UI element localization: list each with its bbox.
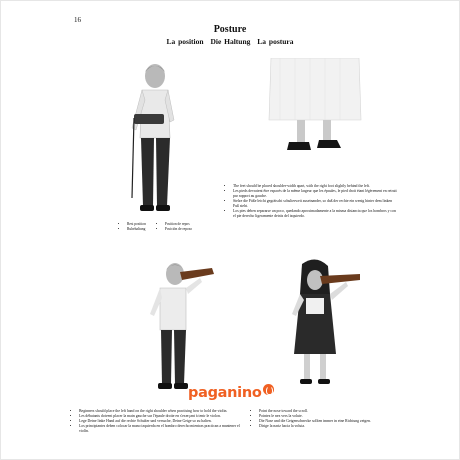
photo-boy-rest-position <box>120 58 190 218</box>
left-note-german: • Lege Deine linke Hand auf die rechte Schulter und versuche, Deine Geige so zu halten. <box>79 419 250 424</box>
left-note-spanish: • Los principiantes deben colocar la mano izquierda en el hombro derecho mientras practican a mantener el violín. <box>79 424 250 434</box>
photo-girl-playing-violin <box>276 258 366 398</box>
rest-caption-german: • Ruhehaltung <box>127 227 146 232</box>
nose-note-spanish: • Dirige la nariz hacia la voluta. <box>259 424 392 429</box>
rest-caption-spanish: • Posición de reposo <box>165 227 192 232</box>
subtitle-french: La position <box>166 37 204 46</box>
left-note-french: • Les débutants doivent placer la main gauche sur l'épaule droite en s'exerçant à tenir le violon. <box>79 414 250 419</box>
feet-note-german: • Stelze die Füße leicht gegrätscht schulterweit auseinander, so daß der rechte ein wenig hinter dem linken Fuß steht. <box>233 199 398 209</box>
feet-note-french: • Les pieds devraient être espacés de la même largeur que les épaules, le pied droit étant légèrement en retrait par rapport au gauche. <box>233 189 398 199</box>
feet-position-notes <box>228 184 398 219</box>
photo-feet-position <box>265 58 365 163</box>
photo-boy-playing-violin <box>140 258 220 398</box>
page-title: Posture <box>213 24 247 35</box>
logo-violin-icon <box>263 384 274 395</box>
left-hand-notes <box>74 409 250 434</box>
left-note-english: • Beginners should place the left hand on the right shoulder when practising how to hold the violin. <box>79 409 250 414</box>
feet-note-english: • The feet should be placed shoulder-width apart, with the right foot slightly behind the left. <box>233 184 398 189</box>
subtitle-german: Die Haltung <box>210 37 251 46</box>
nose-note-english: • Point the nose toward the scroll. <box>259 409 392 414</box>
page-subtitle <box>0 37 460 46</box>
page-number: 16 <box>74 16 81 24</box>
nose-note-german: • Die Nase und die Geigenschnecke sollten immer in eine Richtung zeigen. <box>259 419 392 424</box>
rest-caption-french: • Position de repos <box>165 222 192 227</box>
feet-note-spanish: • Los pies deben separarse un poco, quedando aproximadamente a la misma distancia que los hombros y con el pie derecho ligeramente detrás del izquierdo. <box>233 209 398 219</box>
nose-direction-notes <box>254 409 392 429</box>
nose-note-french: • Pointez le nez vers la volute. <box>259 414 392 419</box>
logo-text: paganino <box>188 385 262 401</box>
paganino-logo <box>188 385 274 401</box>
rest-position-caption <box>122 222 192 232</box>
rest-caption-english: • Rest position <box>127 222 146 227</box>
subtitle-spanish: La postura <box>257 37 294 46</box>
